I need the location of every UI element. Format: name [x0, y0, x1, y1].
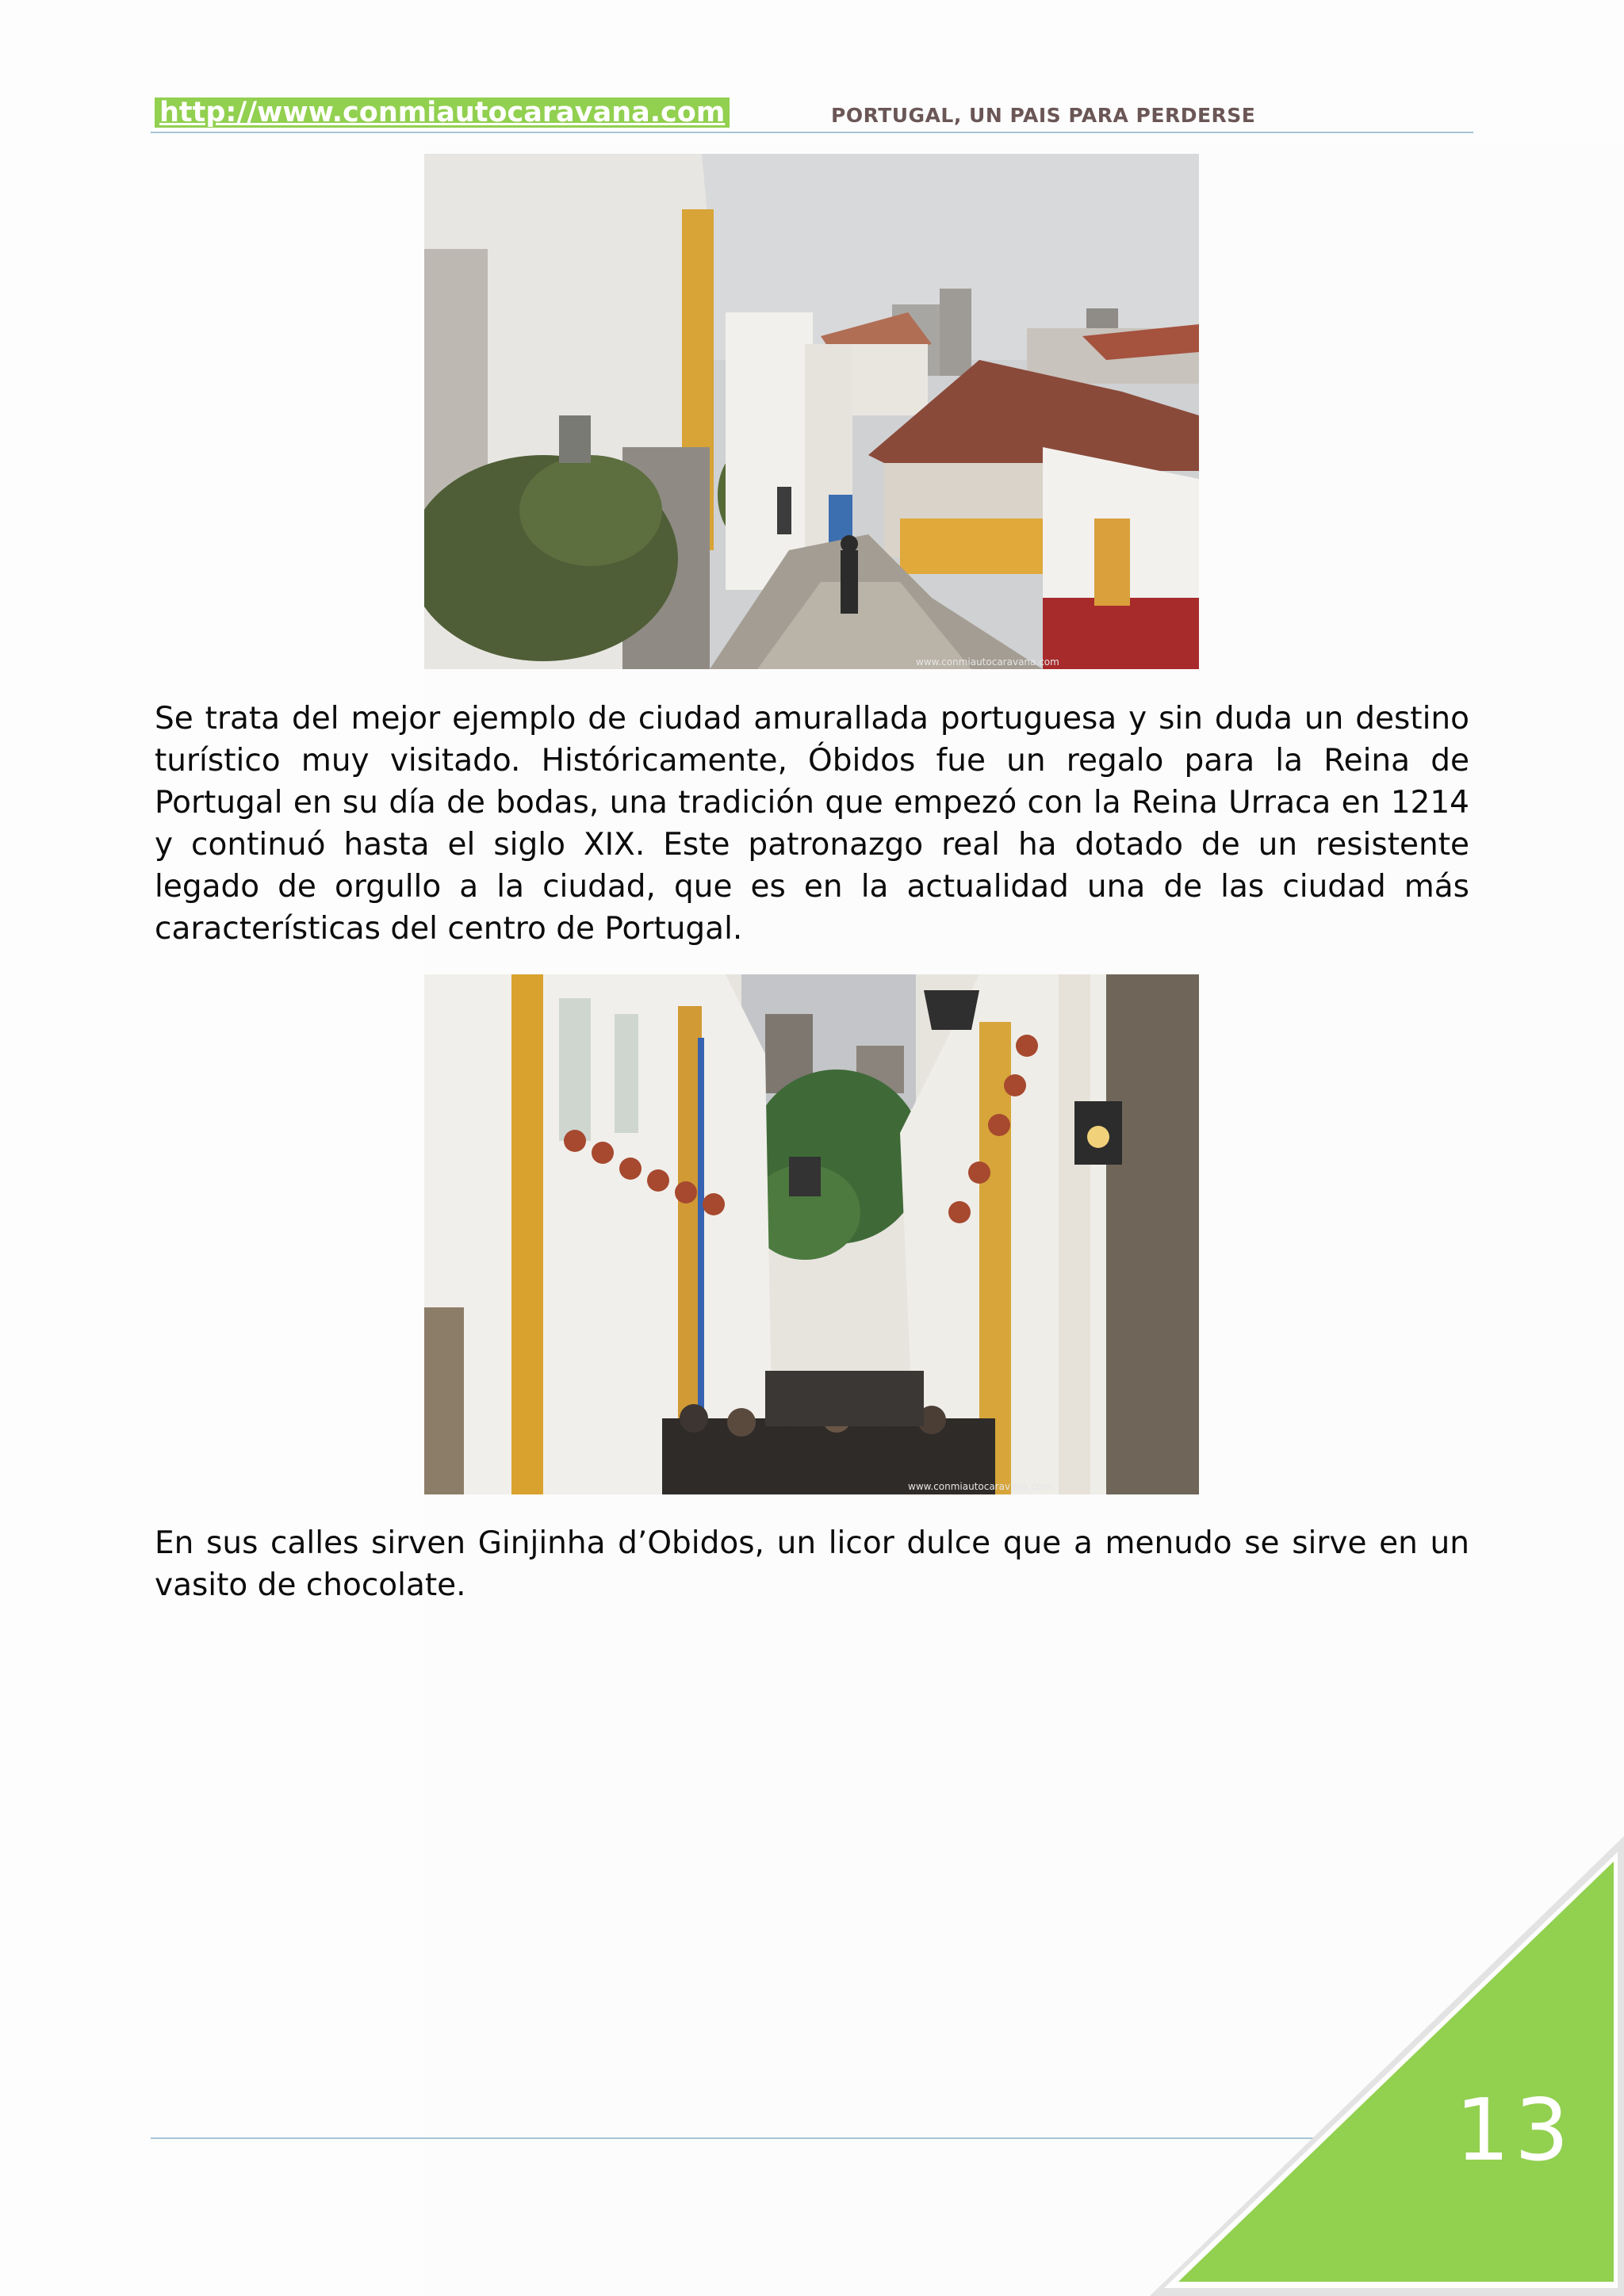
- paragraph-obidos-history: Se trata del mejor ejemplo de ciudad amurallada portuguesa y sin duda un destino turístico muy visitado. Históricamente, Óbidos fue un regalo para la Reina de Portugal en su día de bodas, una tradición que empezó con la Reina Urraca en 1214 y continuó hasta el siglo XIX. Este patronazgo real ha dotado de un resistente legado de orgullo a la ciudad, que es en la actualidad una de las ciudad más características del centro de Portugal.: [155, 701, 1469, 947]
- document-title: PORTUGAL, UN PAIS PARA PERDERSE: [831, 104, 1256, 127]
- paragraph-ginjinha: En sus calles sirven Ginjinha d’Obidos, un licor dulce que a menudo se sirve en un vasito de chocolate.: [155, 1525, 1469, 1603]
- page-number: 13: [1455, 2081, 1574, 2180]
- crowded-street-photo: [424, 974, 1199, 1494]
- page-corner-triangle: [1150, 1836, 1624, 2296]
- footer-divider: [151, 2137, 1324, 2139]
- obidos-street-photo: [424, 154, 1199, 669]
- photo-2-watermark: www.conmiautocaravana.com: [908, 1481, 1051, 1492]
- header-divider: [151, 132, 1473, 133]
- website-link[interactable]: http://www.conmiautocaravana.com: [155, 98, 730, 128]
- photo-1-watermark: www.conmiautocaravana.com: [916, 656, 1059, 668]
